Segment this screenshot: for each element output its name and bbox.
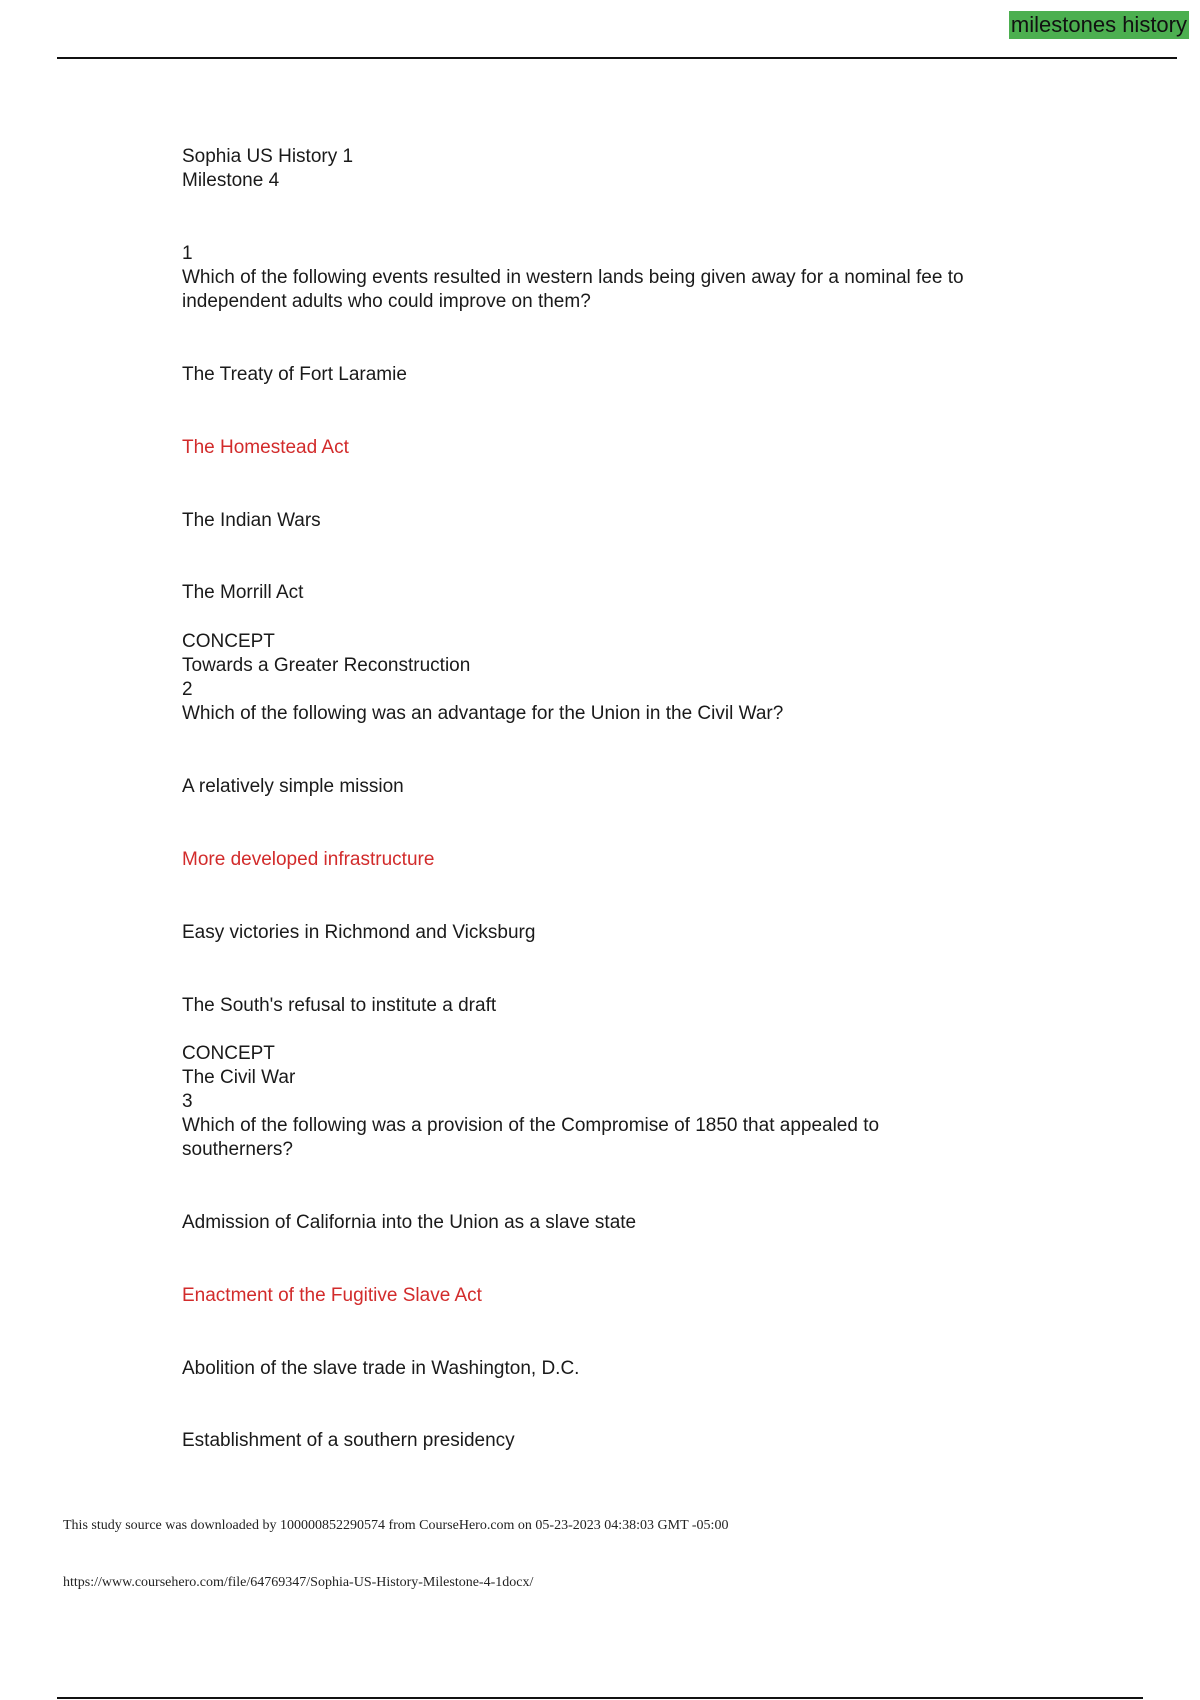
question-1-number: 1 [182, 243, 193, 264]
milestones-history-tag: milestones history [1010, 12, 1187, 37]
question-1-option-d: The Morrill Act [182, 582, 304, 603]
question-1-option-a: The Treaty of Fort Laramie [182, 364, 407, 385]
question-3-text: Which of the following was a provision of the Compromise of 1850 that appealed to southerners? [182, 1115, 880, 1160]
question-2-option-b-correct: More developed infrastructure [182, 849, 435, 870]
source-url: https://www.coursehero.com/file/64769347/Sophia-US-History-Milestone-4-1docx/ [63, 1575, 534, 1590]
question-2-option-a: A relatively simple mission [182, 776, 404, 797]
bottom-divider [57, 1697, 1143, 1699]
doc-title: Sophia US History 1 [182, 146, 354, 167]
doc-subtitle: Milestone 4 [182, 170, 280, 191]
question-1-text: Which of the following events resulted in western lands being given away for a nominal fee to independent adults who could improve on them? [182, 267, 964, 312]
question-3-option-c: Abolition of the slave trade in Washington, D.C. [182, 1358, 580, 1379]
question-2-concept: The Civil War [182, 1067, 296, 1088]
question-2-text: Which of the following was an advantage for the Union in the Civil War? [182, 703, 784, 724]
question-3-option-d: Establishment of a southern presidency [182, 1430, 515, 1451]
question-2-option-c: Easy victories in Richmond and Vicksburg [182, 922, 536, 943]
question-3-option-b-correct: Enactment of the Fugitive Slave Act [182, 1285, 482, 1306]
question-1-concept-label: CONCEPT [182, 631, 275, 652]
question-3-option-a: Admission of California into the Union as a slave state [182, 1212, 637, 1233]
question-2-number: 2 [182, 679, 193, 700]
question-1-option-b-correct: The Homestead Act [182, 437, 349, 458]
source-notice: This study source was downloaded by 100000852290574 from CourseHero.com on 05-23-2023 04:38:03 GMT -05:00 [63, 1518, 729, 1533]
question-2-option-d: The South's refusal to institute a draft [182, 995, 497, 1016]
question-2-concept-label: CONCEPT [182, 1043, 275, 1064]
question-1-option-c: The Indian Wars [182, 510, 321, 531]
question-1-concept: Towards a Greater Reconstruction [182, 655, 471, 676]
question-3-number: 3 [182, 1091, 193, 1112]
top-divider [57, 57, 1177, 59]
